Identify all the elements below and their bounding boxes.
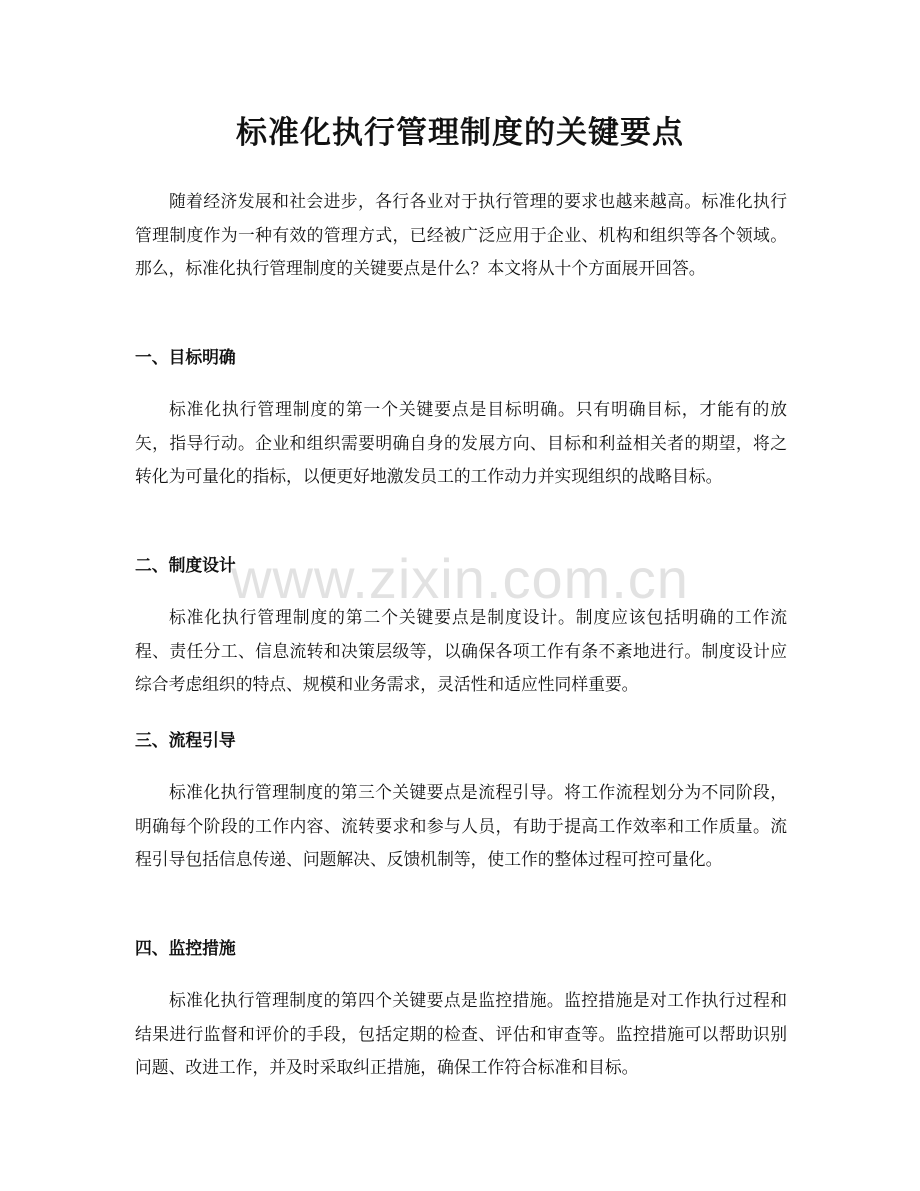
document-title: 标准化执行管理制度的关键要点 — [236, 115, 684, 151]
section-heading-1: 一、目标明确 — [135, 347, 236, 367]
section-body-2: 标准化执行管理制度的第二个关键要点是制度设计。制度应该包括明确的工作流程、责任分工、信息流转和决策层级等，以确保各项工作有条不紊地进行。制度设计应综合考虑组织的特点、规模和业务需求，灵活性和适应性同样重要。 — [135, 607, 787, 695]
intro-paragraph: 随着经济发展和社会进步，各行各业对于执行管理的要求也越来越高。标准化执行管理制度作为一种有效的管理方式，已经被广泛应用于企业、机构和组织等各个领域。那么，标准化执行管理制度的关键要点是什么？本文将从十个方面展开回答。 — [135, 191, 787, 279]
section-body-3: 标准化执行管理制度的第三个关键要点是流程引导。将工作流程划分为不同阶段，明确每个阶段的工作内容、流转要求和参与人员，有助于提高工作效率和工作质量。流程引导包括信息传递、问题解决、反馈机制等，使工作的整体过程可控可量化。 — [135, 782, 787, 870]
section-heading-2: 二、制度设计 — [135, 555, 236, 575]
section-body-1: 标准化执行管理制度的第一个关键要点是目标明确。只有明确目标，才能有的放矢，指导行动。企业和组织需要明确自身的发展方向、目标和利益相关者的期望，将之转化为可量化的指标，以便更好地激发员工的工作动力并实现组织的战略目标。 — [135, 399, 787, 487]
section-body-4: 标准化执行管理制度的第四个关键要点是监控措施。监控措施是对工作执行过程和结果进行监督和评价的手段，包括定期的检查、评估和审查等。监控措施可以帮助识别问题、改进工作，并及时采取纠正措施，确保工作符合标准和目标。 — [135, 990, 787, 1078]
section-heading-4: 四、监控措施 — [135, 938, 236, 958]
watermark: www.zixin.com.cn — [231, 547, 689, 610]
section-heading-3: 三、流程引导 — [135, 730, 236, 750]
